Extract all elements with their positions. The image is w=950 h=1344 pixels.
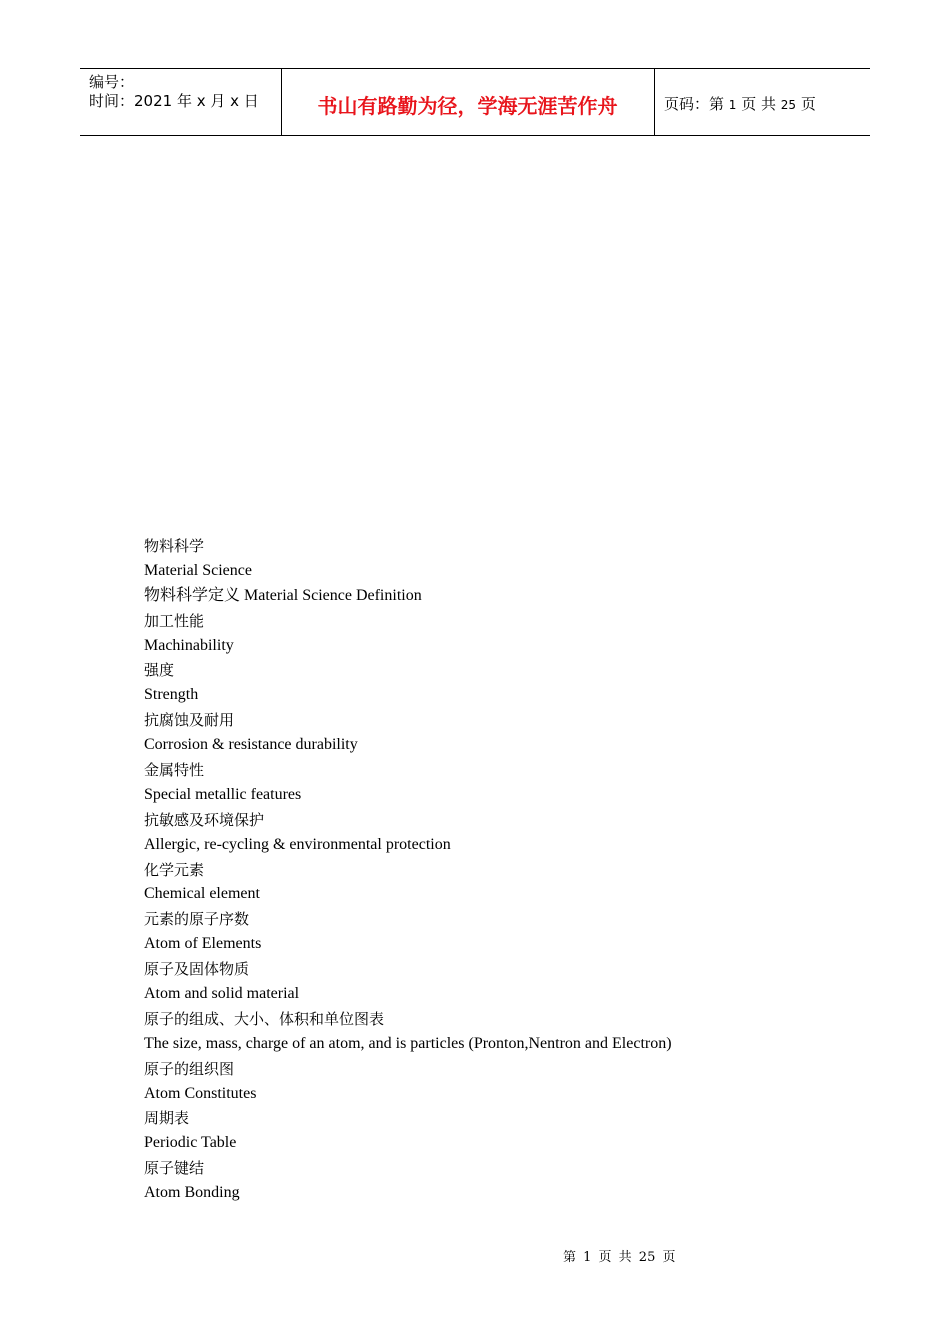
page-prefix: 页码：第 <box>664 95 725 113</box>
number-label: 编号： <box>89 73 135 91</box>
text-line: Periodic Table <box>144 1134 237 1152</box>
text-line: 强度 <box>144 661 175 680</box>
page-suffix: 页 <box>800 95 816 113</box>
text-line: The size, mass, charge of an atom, and is particles (Pronton,Nentron and Electron) <box>144 1034 672 1052</box>
text-line: 周期表 <box>144 1109 190 1128</box>
text-line: 物料科学 <box>144 537 205 555</box>
motto: 书山有路勤为径，学海无涯苦作舟 <box>317 94 618 118</box>
text-line: Corrosion & resistance durability <box>144 736 358 754</box>
text-line: Strength <box>144 686 199 704</box>
date-label: 时间：2021 年 x 月 x 日 <box>89 92 259 110</box>
text-line: 物料科学定义 Material Science Definition <box>144 586 422 604</box>
text-line: 金属特性 <box>144 761 205 780</box>
page-footer: 第 1 页 共 25 页 <box>563 1250 676 1265</box>
text-line: 原子的组成、大小、体积和单位图表 <box>144 1009 385 1028</box>
text-line: 原子的组织图 <box>144 1059 235 1078</box>
header-motto-cell <box>281 69 655 135</box>
header-page-cell <box>655 69 870 135</box>
text-line: 抗敏感及环境保护 <box>144 810 265 829</box>
text-line: Material Science <box>144 561 252 579</box>
text-line: Atom and solid material <box>144 985 300 1003</box>
text-line: 加工性能 <box>144 611 205 630</box>
text-line: 化学元素 <box>144 860 205 879</box>
text-line: Allergic, re-cycling & environmental protection <box>144 835 451 853</box>
text-line: Special metallic features <box>144 785 302 803</box>
header-page-info <box>664 93 816 114</box>
text-line: Atom Bonding <box>144 1184 240 1202</box>
page-mid: 页 共 <box>741 95 776 113</box>
text-line: Atom Constitutes <box>144 1084 257 1102</box>
page-current: 1 <box>728 98 737 112</box>
document-body <box>144 534 864 1206</box>
text-line: Machinability <box>144 636 234 654</box>
text-line: 原子键结 <box>144 1159 205 1178</box>
text-line: 元素的原子序数 <box>144 910 250 929</box>
text-line: 抗腐蚀及耐用 <box>144 711 235 730</box>
page-header <box>80 68 870 136</box>
text-line: 原子及固体物质 <box>144 960 250 979</box>
header-meta-cell <box>80 69 282 135</box>
text-line: Chemical element <box>144 885 260 903</box>
page-total: 25 <box>780 98 797 112</box>
text-line: Atom of Elements <box>144 935 262 953</box>
